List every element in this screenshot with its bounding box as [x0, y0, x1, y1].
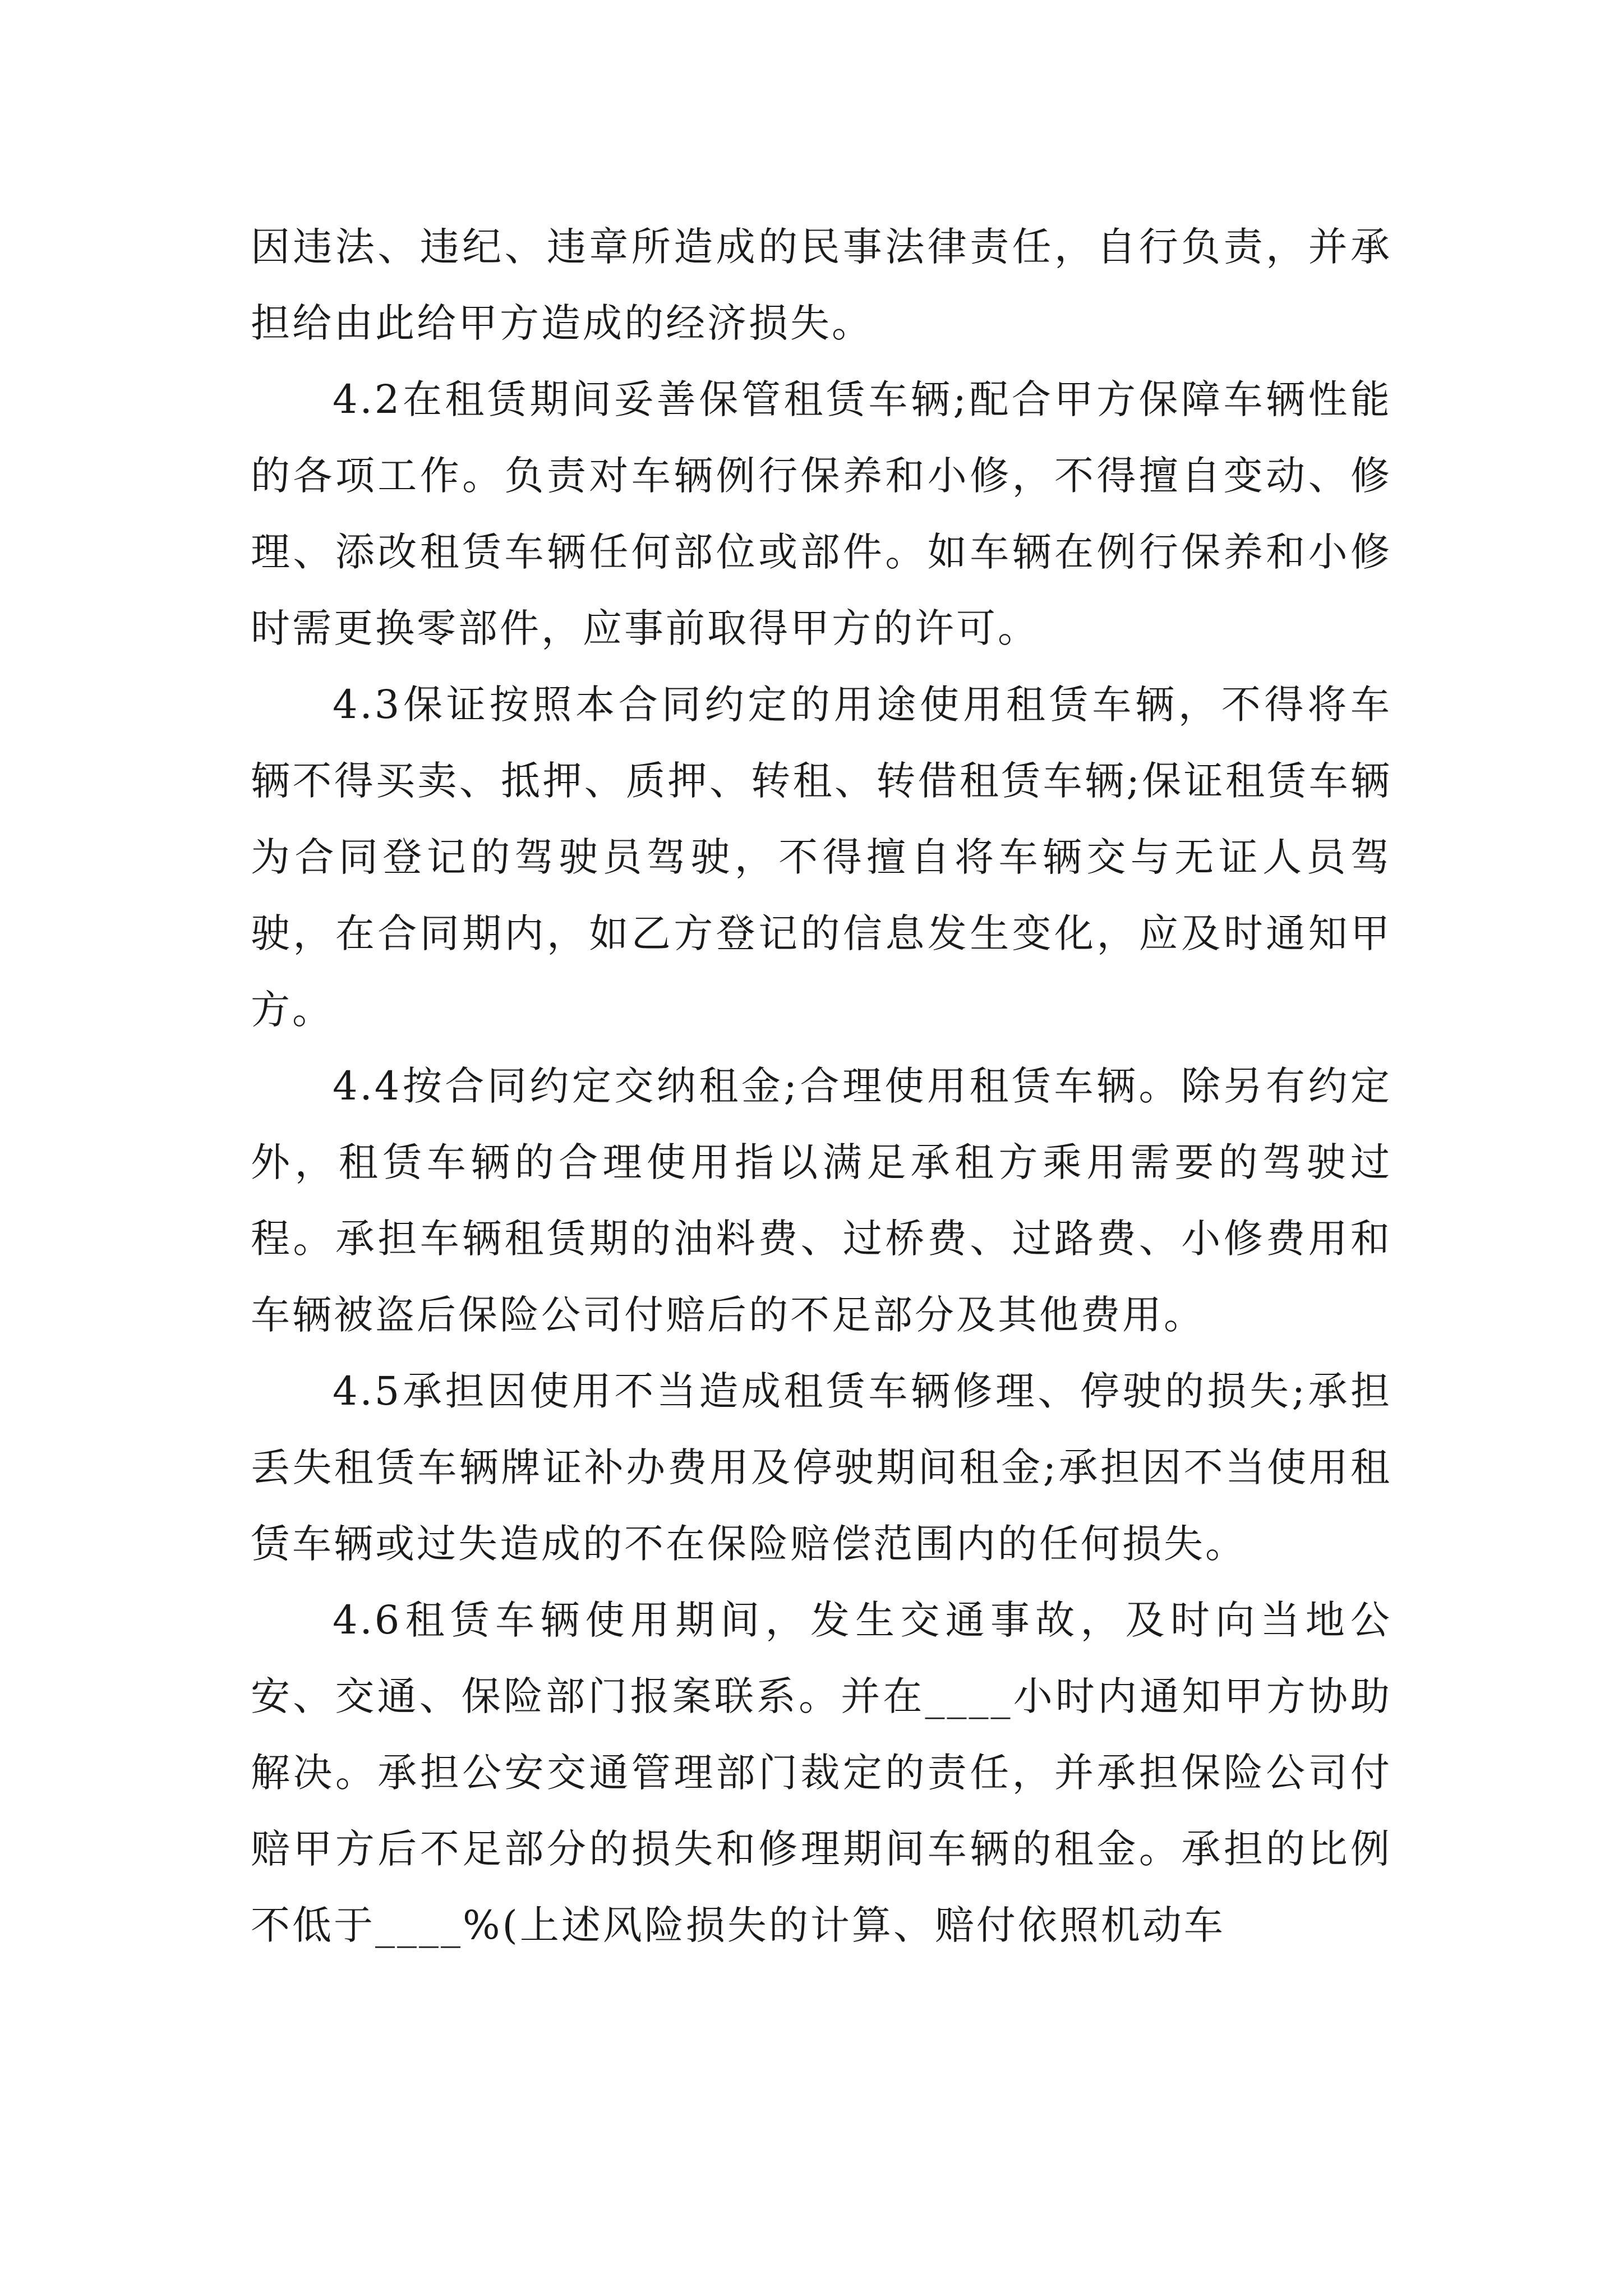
- paragraph-4-2: 4.2在租赁期间妥善保管租赁车辆;配合甲方保障车辆性能的各项工作。负责对车辆例行保养和小修，不得擅自变动、修理、添改租赁车辆任何部位或部件。如车辆在例行保养和小修时需更换零部件，应事前取得甲方的许可。: [251, 376, 1392, 651]
- paragraph-4-4: 4.4按合同约定交纳租金;合理使用租赁车辆。除另有约定外，租赁车辆的合理使用指以满足承租方乘用需要的驾驶过程。承担车辆租赁期的油料费、过桥费、过路费、小修费用和车辆被盗后保险公司付赔后的不足部分及其他费用。: [251, 1063, 1392, 1338]
- document-body: [251, 209, 1392, 1963]
- paragraph-4-6: 4.6租赁车辆使用期间，发生交通事故，及时向当地公安、交通、保险部门报案联系。并在____小时内通知甲方协助解决。承担公安交通管理部门裁定的责任，并承担保险公司付赔甲方后不足部分的损失和修理期间车辆的租金。承担的比例不低于____%(上述风险损失的计算、赔付依照机动车: [251, 1597, 1392, 1948]
- paragraph-continuation: 因违法、违纪、违章所造成的民事法律责任，自行负责，并承担给由此给甲方造成的经济损失。: [251, 224, 1392, 346]
- paragraph-4-3: 4.3保证按照本合同约定的用途使用租赁车辆，不得将车辆不得买卖、抵押、质押、转租、转借租赁车辆;保证租赁车辆为合同登记的驾驶员驾驶，不得擅自将车辆交与无证人员驾驶，在合同期内，如乙方登记的信息发生变化，应及时通知甲方。: [251, 682, 1392, 1033]
- paragraph-4-5: 4.5承担因使用不当造成租赁车辆修理、停驶的损失;承担丢失租赁车辆牌证补办费用及停驶期间租金;承担因不当使用租赁车辆或过失造成的不在保险赔偿范围内的任何损失。: [251, 1368, 1392, 1567]
